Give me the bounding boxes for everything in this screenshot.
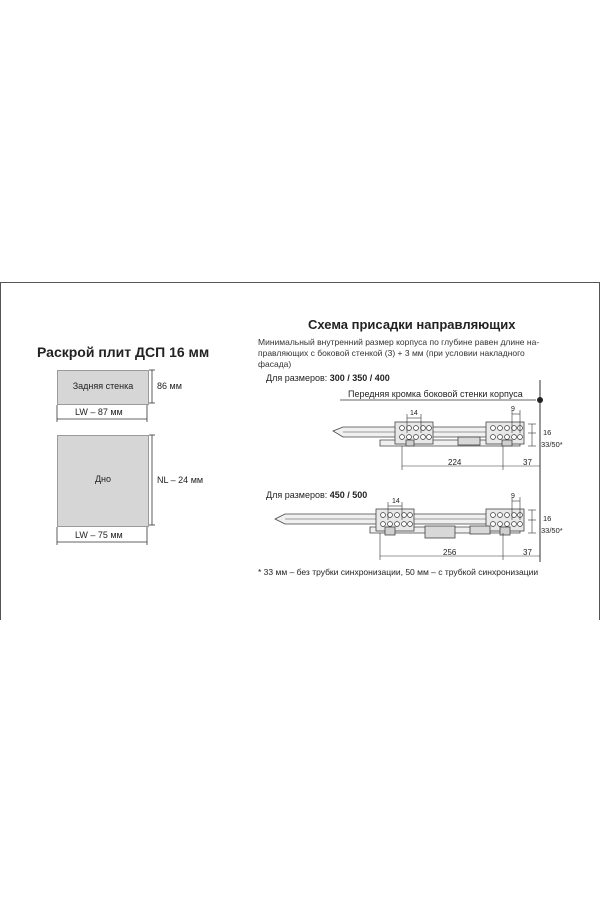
scheme1-dim-length: 224 [448,458,462,467]
drilling-scheme-title: Схема присадки направляющих [308,317,516,332]
scheme2-sizes-prefix: Для размеров: [266,490,330,500]
bottom-panel-width-dim: LW – 75 мм [75,530,123,540]
cutting-title: Раскрой плит ДСП 16 мм [37,344,210,360]
back-panel-dimensions [57,370,155,422]
scheme1-dim-front: 37 [523,458,532,467]
back-panel-label: Задняя стенка [72,381,134,391]
footnote: * 33 мм – без трубки синхронизации, 50 мм – с трубкой синхронизации [258,567,539,577]
scheme1-sizes-values: 300 / 350 / 400 [329,373,390,383]
scheme1-dim-14: 14 [410,410,418,417]
scheme2-dim-length: 256 [443,548,457,557]
front-edge-label: Передняя кромка боковой стенки корпуса [348,389,523,399]
front-edge-marker [537,397,543,403]
scheme2-dim-14: 14 [392,498,400,505]
scheme1-dim-9: 9 [511,406,515,413]
scheme2-sizes-values: 450 / 500 [329,490,368,500]
scheme1-sizes-prefix: Для размеров: [266,373,330,383]
description-line-2: правляющих с боковой стенкой (3) + 3 мм (при условии накладного фасада) [258,348,525,369]
scheme1-dim-offset: 33/50* [541,440,563,449]
back-panel-height-dim: 86 мм [157,381,182,391]
scheme1-dim-16: 16 [543,428,552,437]
scheme2-dim-16: 16 [543,514,552,523]
bottom-panel-label: Дно [94,474,112,484]
bottom-panel-dimensions [57,435,155,545]
back-panel-width-dim: LW – 87 мм [75,407,123,417]
scheme2-dim-9: 9 [511,493,515,500]
description-line-1: Минимальный внутренний размер корпуса по глубине равен длине на- [258,337,540,347]
bottom-panel-height-dim: NL – 24 мм [157,475,204,485]
scheme2-dim-offset: 33/50* [541,526,563,535]
scheme2-dim-front: 37 [523,548,532,557]
